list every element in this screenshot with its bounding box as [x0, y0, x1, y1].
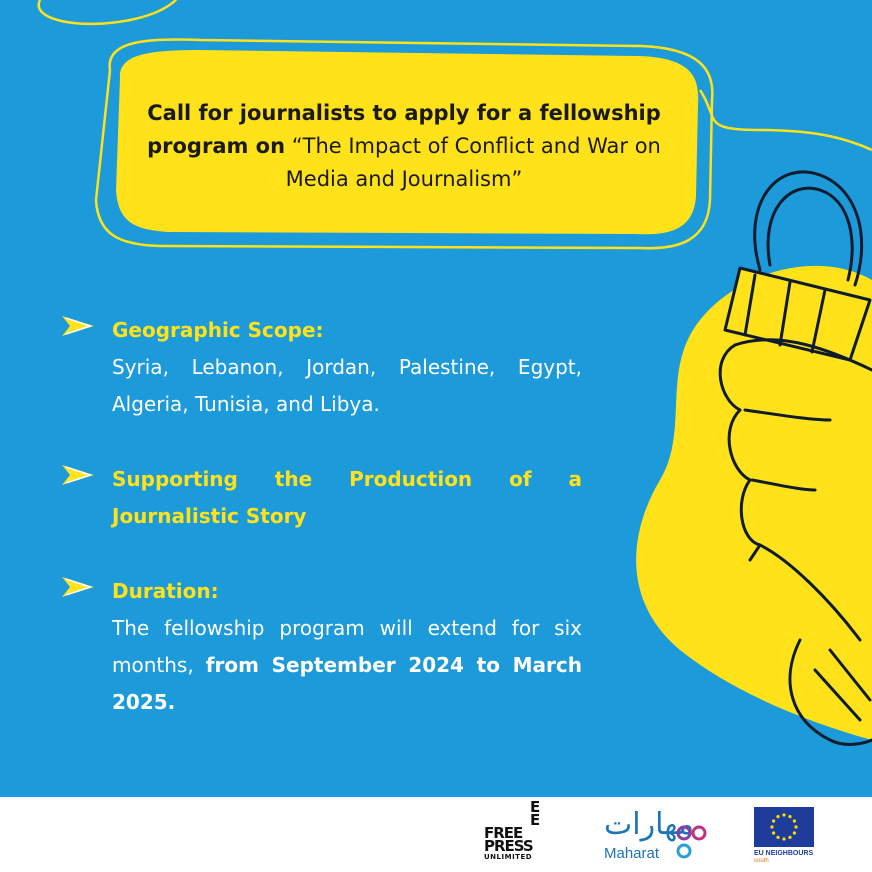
eu-flag-icon: [754, 807, 814, 847]
fpu-logo-line: FREE: [484, 824, 523, 842]
cable-line: [39, 0, 176, 24]
partner-logos-footer: [0, 797, 872, 872]
fpu-logo-line: E: [530, 798, 540, 816]
maharat-logo: [598, 805, 710, 865]
chevron-arrow-icon: [60, 315, 98, 337]
section-title: Geographic Scope:: [112, 318, 324, 342]
section-duration: [60, 573, 582, 721]
eu-logo-text: EU NEIGHBOURS: [754, 850, 814, 857]
chevron-arrow-icon: [60, 464, 98, 486]
fpu-logo-line: E: [530, 811, 540, 829]
fpu-logo-small: UNLIMITED: [484, 853, 533, 861]
maharat-circles-icon: [674, 823, 708, 863]
headline-regular: “The Impact of Conflict and War on Media and Journalism”: [285, 133, 661, 191]
eu-neighbours-logo: [754, 807, 834, 869]
info-sections: [60, 312, 582, 759]
maharat-arabic: مهارات: [604, 807, 695, 842]
section-body: Syria, Lebanon, Jordan, Palestine, Egypt, Algeria, Tunisia, and Libya.: [112, 355, 582, 416]
duration-dates: from September 2024 to March 2025.: [112, 653, 583, 714]
eu-stars-icon: [754, 807, 814, 847]
headline: [134, 97, 674, 196]
chevron-arrow-icon: [60, 576, 98, 598]
headline-bold: Call for journalists to apply for a fellowship program on: [147, 100, 661, 158]
maharat-latin: Maharat: [604, 845, 660, 862]
section-production-support: [60, 461, 582, 535]
cable-line-right: [700, 90, 872, 150]
section-title: Supporting the Production of a Journalistic Story: [112, 467, 582, 528]
section-body: [112, 610, 582, 721]
duration-text: The fellowship program will extend for six months,: [112, 616, 582, 677]
free-press-unlimited-logo: [484, 798, 548, 869]
headline-box: [118, 60, 690, 232]
fpu-logo-line: PRESS: [484, 837, 533, 855]
eu-logo-subtext: south: [754, 858, 769, 864]
section-title: Duration:: [112, 579, 219, 603]
section-geographic-scope: [60, 312, 582, 423]
